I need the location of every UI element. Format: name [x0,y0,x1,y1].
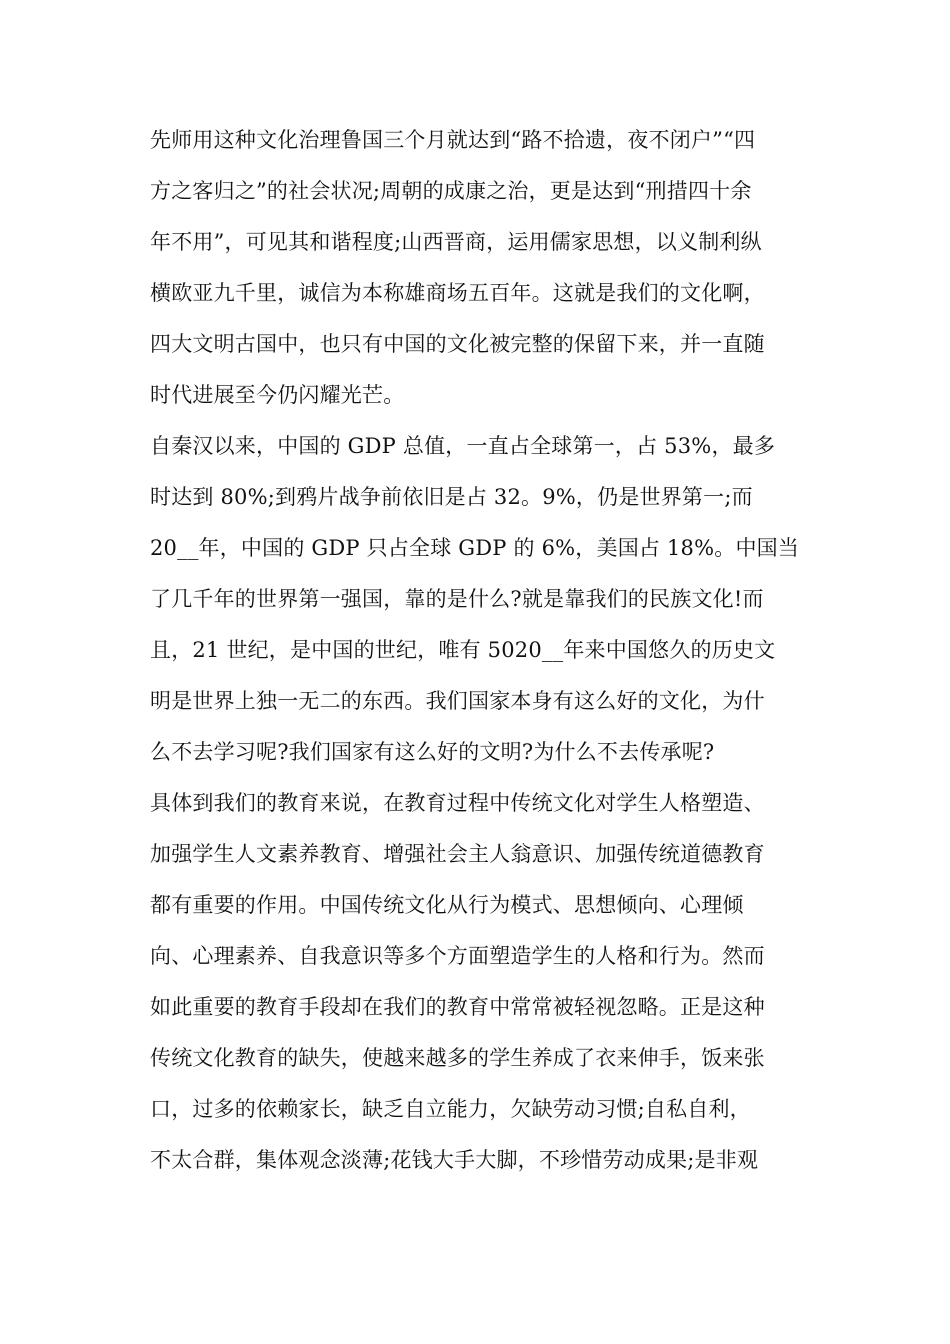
text-line: 传统文化教育的缺失，使越来越多的学生养成了衣来伸手，饭来张 [150,1046,765,1070]
text-line: 么不去学习呢?我们国家有这么好的文明?为什么不去传承呢? [150,740,715,764]
text-line: 如此重要的教育手段却在我们的教育中常常被轻视忽略。正是这种 [150,995,765,1019]
text-line: 不太合群，集体观念淡薄;花钱大手大脚，不珍惜劳动成果;是非观 [150,1148,759,1172]
text-line: 自秦汉以来，中国的 GDP 总值，一直占全球第一，占 53%，最多 [150,434,776,458]
text-line: 都有重要的作用。中国传统文化从行为模式、思想倾向、心理倾 [150,893,744,917]
text-line: 了几千年的世界第一强国，靠的是什么?就是靠我们的民族文化!而 [150,587,764,611]
text-line: 且，21 世纪，是中国的世纪，唯有 5020__年来中国悠久的历史文 [150,638,776,662]
text-line: 明是世界上独一无二的东西。我们国家本身有这么好的文化，为什 [150,689,765,713]
text-line: 具体到我们的教育来说，在教育过程中传统文化对学生人格塑造、 [150,791,765,815]
body-text [150,118,810,1189]
text-line: 20__年，中国的 GDP 只占全球 GDP 的 6%，美国占 18%。中国当 [150,536,800,560]
text-line: 四大文明古国中，也只有中国的文化被完整的保留下来，并一直随 [150,332,765,356]
text-line: 向、心理素养、自我意识等多个方面塑造学生的人格和行为。然而 [150,944,765,968]
text-line: 时达到 80%;到鸦片战争前依旧是占 32。9%，仍是世界第一;而 [150,485,753,509]
text-line: 方之客归之”的社会状况;周朝的成康之治，更是达到“刑措四十余 [150,179,752,203]
text-line: 年不用”，可见其和谐程度;山西晋商，运用儒家思想，以义制利纵 [150,230,762,254]
text-line: 加强学生人文素养教育、增强社会主人翁意识、加强传统道德教育 [150,842,765,866]
text-line: 先师用这种文化治理鲁国三个月就达到“路不拾遗，夜不闭户”“四 [150,128,756,152]
text-line: 时代进展至今仍闪耀光芒。 [150,383,405,407]
text-line: 横欧亚九千里，诚信为本称雄商场五百年。这就是我们的文化啊， [150,281,765,305]
text-line: 口，过多的依赖家长，缺乏自立能力，欠缺劳动习惯;自私自利， [150,1097,751,1121]
